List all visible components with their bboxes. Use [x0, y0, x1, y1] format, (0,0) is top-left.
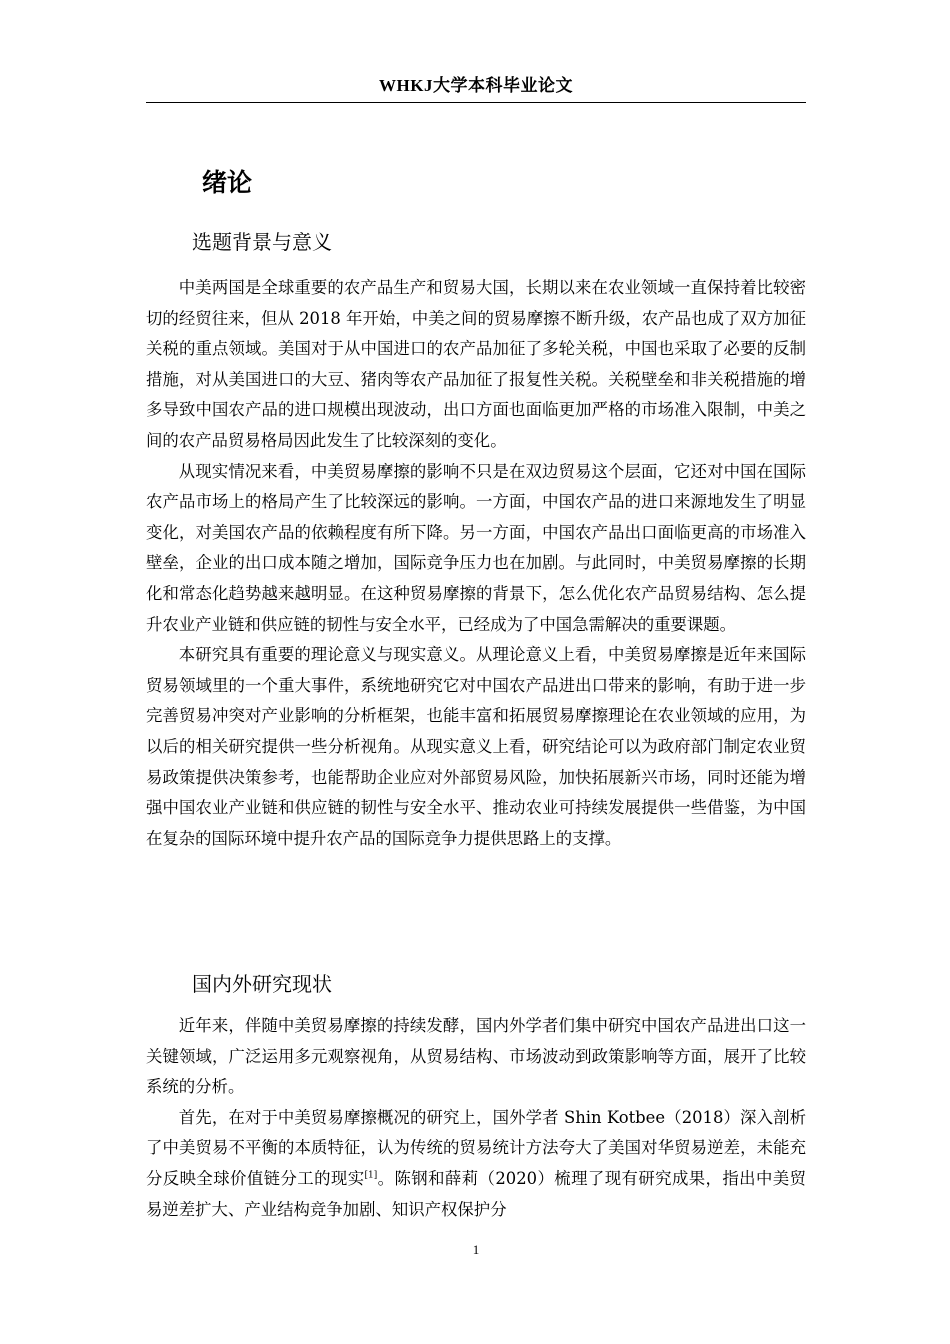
- paragraph: 中美两国是全球重要的农产品生产和贸易大国，长期以来在农业领域一直保持着比较密切的经贸往来，但从 2018 年开始，中美之间的贸易摩擦不断升级，农产品也成了双方加征关税的重点领域。美国对于从中国进口的农产品加征了多轮关税，中国也采取了必要的反制措施，对从美国进口的大豆、猪肉等农产品加征了报复性关税。关税壁垒和非关税措施的增多导致中国农产品的进口规模出现波动，出口方面也面临更加严格的市场准入限制，中美之间的农产品贸易格局因此发生了比较深刻的变化。: [146, 278, 806, 450]
- chapter-title: 绪论: [202, 168, 253, 197]
- citation-reference[interactable]: [1]: [364, 1170, 378, 1181]
- header-rule: [146, 102, 806, 103]
- paragraph: 从现实情况来看，中美贸易摩擦的影响不只是在双边贸易这个层面，它还对中国在国际农产品市场上的格局产生了比较深远的影响。一方面，中国农产品的进口来源地发生了明显变化，对美国农产品的依赖程度有所下降。另一方面，中国农产品出口面临更高的市场准入壁垒，企业的出口成本随之增加，国际竞争压力也在加剧。与此同时，中美贸易摩擦的长期化和常态化趋势越来越明显。在这种贸易摩擦的背景下，怎么优化农产品贸易结构、怎么提升农业产业链和供应链的韧性与安全水平，已经成为了中国急需解决的重要课题。: [146, 461, 806, 634]
- paragraph: 近年来，伴随中美贸易摩擦的持续发酵，国内外学者们集中研究中国农产品进出口这一关键领域，广泛运用多元观察视角，从贸易结构、市场波动到政策影响等方面，展开了比较系统的分析。: [146, 1016, 806, 1097]
- running-header: WHKJ大学本科毕业论文: [379, 76, 573, 95]
- paragraph: [146, 1103, 806, 1225]
- section-body-literature: [146, 1011, 806, 1225]
- section-body-background: [146, 273, 806, 854]
- page-number: 1: [472, 1242, 480, 1257]
- paragraph: 本研究具有重要的理论意义与现实意义。从理论意义上看，中美贸易摩擦是近年来国际贸易领域里的一个重大事件，系统地研究它对中国农产品进出口带来的影响，有助于进一步完善贸易冲突对产业影响的分析框架，也能丰富和拓展贸易摩擦理论在农业领域的应用，为以后的相关研究提供一些分析视角。从现实意义上看，研究结论可以为政府部门制定农业贸易政策提供决策参考，也能帮助企业应对外部贸易风险，加快拓展新兴市场，同时还能为增强中国农业产业链和供应链的韧性与安全水平、推动农业可持续发展提供一些借鉴，为中国在复杂的国际环境中提升农产品的国际竞争力提供思路上的支撑。: [146, 645, 806, 848]
- paragraph-text: 。陈钢和薛莉（2020）梳理了现有研究成果，指出中美贸易逆差扩大、产业结构竞争加剧、知识产权保护分: [146, 1168, 806, 1219]
- section-title-background: 选题背景与意义: [192, 230, 332, 254]
- section-title-literature: 国内外研究现状: [192, 972, 332, 996]
- paragraph-text: 首先，在对于中美贸易摩擦概况的研究上，国外学者 Shin Kotbee（2018）深入剖析了中美贸易不平衡的本质特征，认为传统的贸易统计方法夸大了美国对华贸易逆差，未能充分反映全球价值链分工的现实: [146, 1107, 806, 1188]
